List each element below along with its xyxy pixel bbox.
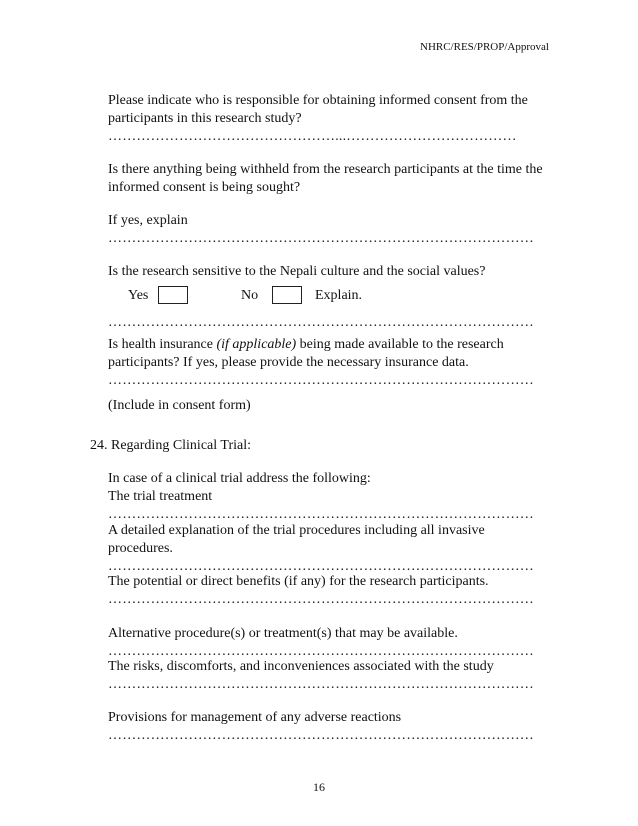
trial-treatment-label: The trial treatment <box>108 489 213 504</box>
answer-line: …………………………………………...……………………………… <box>108 129 517 144</box>
answer-line: ……………………………………………………………………………… <box>108 231 534 246</box>
no-label: No <box>241 288 259 303</box>
insurance-text-italic: (if applicable) <box>216 337 297 352</box>
clinical-intro: In case of a clinical trial address the following: <box>108 471 371 486</box>
detailed-explanation-line2: procedures. <box>108 541 173 556</box>
question-cultural-sensitivity: Is the research sensitive to the Nepali culture and the social values? <box>108 264 486 279</box>
if-yes-explain-label: If yes, explain <box>108 213 188 228</box>
risks-label: The risks, discomforts, and inconveniences associated with the study <box>108 659 494 674</box>
insurance-text-b: being made available to the research <box>296 337 504 352</box>
header-ref: NHRC/RES/PROP/Approval <box>420 41 549 53</box>
question-withheld-line2: informed consent is being sought? <box>108 180 301 195</box>
provisions-label: Provisions for management of any adverse reactions <box>108 710 402 725</box>
question-consent-responsible-line1: Please indicate who is responsible for obtaining informed consent from the <box>108 93 528 108</box>
benefits-label: The potential or direct benefits (if any) for the research participants. <box>108 574 489 589</box>
page-number: 16 <box>313 780 325 794</box>
alternative-procedures-label: Alternative procedure(s) or treatment(s) that may be available. <box>108 626 458 641</box>
explain-label: Explain. <box>315 288 363 303</box>
question-health-insurance-line2: participants? If yes, please provide the necessary insurance data. <box>108 355 469 370</box>
answer-line: ……………………………………………………………………………… <box>108 373 534 388</box>
yes-checkbox[interactable] <box>158 286 188 304</box>
insurance-text-a: Is health insurance <box>108 337 217 352</box>
answer-line: ……………………………………………………………………………… <box>108 644 534 659</box>
question-consent-responsible-line2: participants in this research study? <box>108 111 302 126</box>
answer-line: ……………………………………………………………………………… <box>108 677 534 692</box>
answer-line: ……………………………………………………………………………… <box>108 592 534 607</box>
answer-line: ……………………………………………………………………………… <box>108 315 534 330</box>
no-checkbox[interactable] <box>272 286 302 304</box>
yes-label: Yes <box>128 288 149 303</box>
detailed-explanation-line1: A detailed explanation of the trial procedures including all invasive <box>108 523 485 538</box>
include-in-consent-note: (Include in consent form) <box>108 398 251 413</box>
answer-line: ……………………………………………………………………………… <box>108 728 534 743</box>
answer-line: ……………………………………………………………………………… <box>108 559 534 574</box>
question-withheld-line1: Is there anything being withheld from the research participants at the time the <box>108 162 543 177</box>
answer-line: ……………………………………………………………………………… <box>108 507 534 522</box>
question-health-insurance-line1 <box>108 336 504 354</box>
section-heading-clinical-trial: 24. Regarding Clinical Trial: <box>90 438 251 453</box>
